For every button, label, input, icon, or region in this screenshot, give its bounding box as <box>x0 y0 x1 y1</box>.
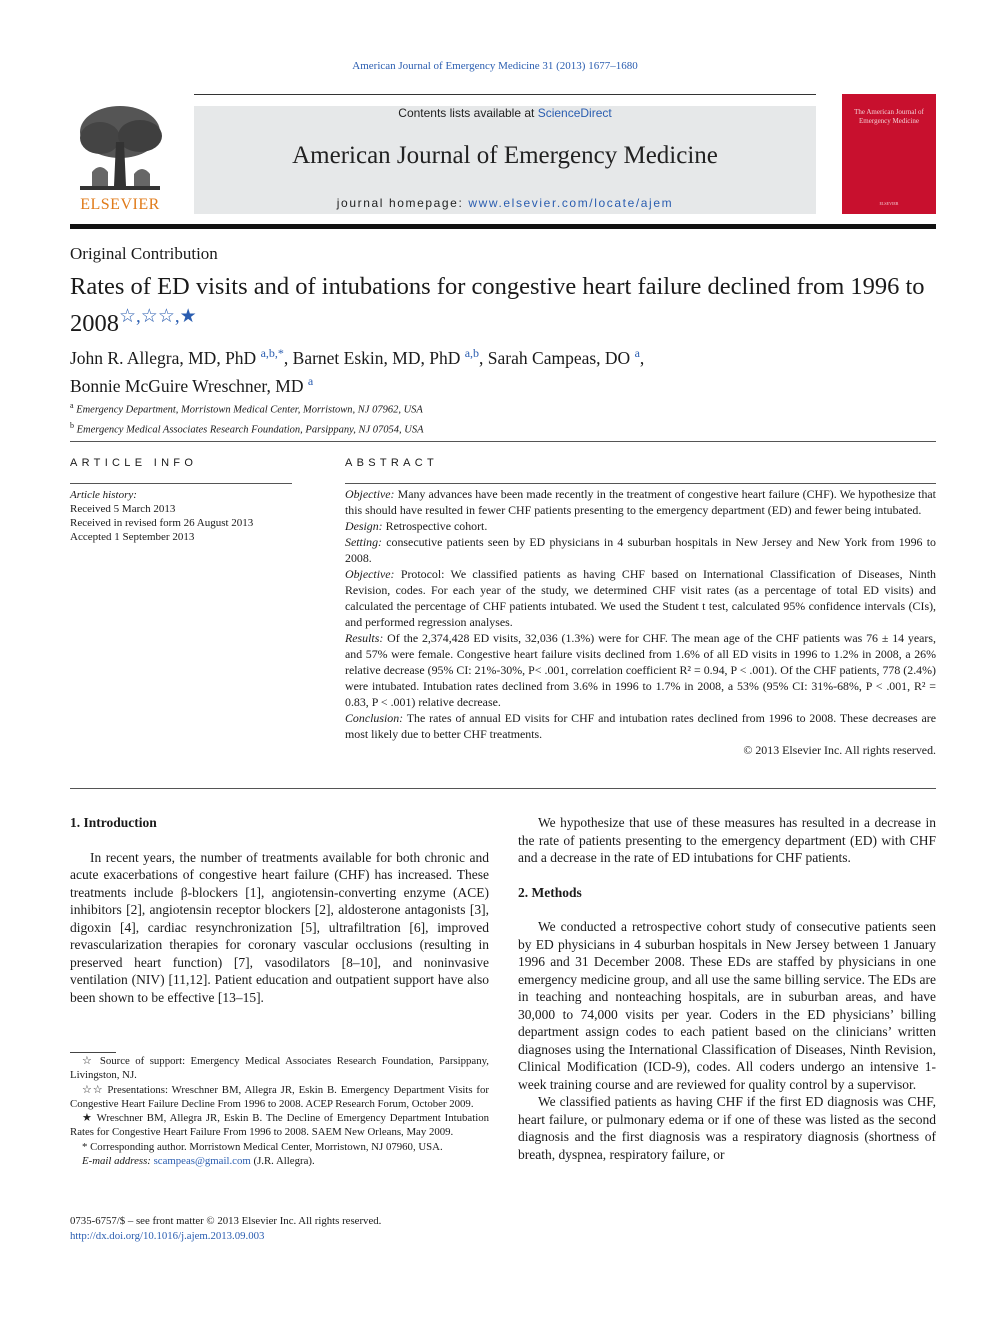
abstract-paragraph: Design: Retrospective cohort. <box>345 519 488 533</box>
abstract-paragraph: Results: Of the 2,374,428 ED visits, 32,036 (1.3%) were for CHF. The mean age of the CHF patients was 76 ± 14 years, and 57% were female. Congestive heart failure visits declined from 1.6% of all ED visits in 1996 to 1.2% in 2008, a 26% relative decrease (95% CI: 21%-30%, P< .001, correlation coefficient R² = 0.94, P < .001). Of the CHF patients, 778 (2.4%) were intubated. Intubation rates declined from 3.6% in 1996 to 1.7% in 2008, a 53% (95% CI: 31%-68%, P < .001, R² = 0.83, P < .001) relative decrease. <box>345 631 936 709</box>
email-link[interactable]: scampeas@gmail.com <box>153 1155 251 1168</box>
article-section: Original Contribution <box>70 244 218 263</box>
left-column <box>70 814 489 1006</box>
footnotes <box>70 1054 489 1168</box>
footnote: * Corresponding author. Morristown Medical Center, Morristown, NJ 07960, USA. <box>82 1140 443 1153</box>
hypothesis-paragraph: We hypothesize that use of these measures has resulted in a decrease in the rate of patients presenting to the emergency department (ED) with CHF and a decrease in the rate of ED intubations for CHF patients. <box>518 815 936 865</box>
publisher-name: ELSEVIER <box>80 196 160 213</box>
footnote: ☆ Source of support: Emergency Medical Associates Research Foundation, Parsippany, Livingston, NJ. <box>70 1055 490 1082</box>
elsevier-logo[interactable] <box>70 102 170 214</box>
affiliation: $^a$ Emergency Department, Morristown Medical Center, Morristown, NJ 07962, USA <box>70 401 423 416</box>
footnote-divider <box>70 1052 116 1053</box>
history-entry: Accepted 1 September 2013 <box>70 531 195 543</box>
divider <box>70 483 292 484</box>
issn-line: 0735-6757/$ – see front matter © 2013 Elsevier Inc. All rights reserved. <box>70 1215 382 1227</box>
journal-citation[interactable]: American Journal of Emergency Medicine 31 (2013) 1677–1680 <box>352 60 638 72</box>
methods-paragraph: We classified patients as having CHF if the first ED diagnosis was CHF, heart failure, or pulmonary edema or if one of these was listed as the second diagnosis and the first diagnosis was a respiratory diagnosis (shortness of breath, dyspnea, respiratory failure, or <box>518 1094 936 1162</box>
affiliations <box>70 398 424 437</box>
introduction-paragraph: In recent years, the number of treatments available for both chronic and acute exacerbations of congestive heart failure (CHF) has increased. These treatments include β-blockers [1], angiotensin-converting enzyme (ACE) inhibitors [2], angiotensin receptor blockers [2], aldosterone antagonists [3], digoxin [4], cardiac resynchronization [5], ultrafiltration [6], improved revascularization therapies for coronary vascular occlusions (resulting in preserved heart function) [7], vasodilators [8–10], and noninvasive ventilation (NIV) [11,12]. Patient education and outpatient support have also been shown to be effective [13–15]. <box>70 849 489 1005</box>
abstract-paragraph: Objective: Many advances have been made recently in the treatment of congestive heart failure (CHF). We hypothesize that this should have resulted in fewer CHF patients presenting to the emergency department (ED) and fewer being intubated. <box>345 487 936 517</box>
page-footer <box>70 1214 381 1243</box>
divider <box>70 788 936 789</box>
cover-title: The American Journal of Emergency Medicine <box>854 108 924 125</box>
header-divider <box>70 224 936 229</box>
title-footnote-marks[interactable]: ☆,☆☆,★ <box>119 306 197 327</box>
author: Barnet Eskin, MD, PhD $^{a,b}$, <box>292 346 488 368</box>
abstract-paragraph: Objective: Protocol: We classified patients as having CHF based on International Classification of Diseases, Ninth Revision, codes. For each year of the study, we determined CHF visit rates (as a percentage of total ED visits) and calculated the percentage of CHF patients intubated. We used the Student t test, calculated 95% confidence intervals (CIs), and performed regression analyses. <box>345 567 936 629</box>
footnote: ☆☆ Presentations: Wreschner BM, Allegra JR, Eskin B. Emergency Department Visits for Congestive Heart Failure Decline From 1996 to 2008. ACEP Research Forum, October 2009. <box>70 1083 490 1110</box>
introduction-heading: 1. Introduction <box>70 815 157 830</box>
article-history: Article history: Received 5 March 2013 Received in revised form 26 August 2013 Accepted 1 September 2013 <box>70 489 254 543</box>
journal-title: American Journal of Emergency Medicine <box>292 142 718 169</box>
author: John R. Allegra, MD, PhD $^{a,b,*}$, <box>70 346 293 368</box>
cover-publisher: ELSEVIER <box>879 201 899 206</box>
journal-homepage: journal homepage: www.elsevier.com/locate/ajem <box>336 196 674 210</box>
author-affiliation-marks[interactable]: a,b,* <box>260 346 284 360</box>
contents-line: Contents lists available at ScienceDirect <box>398 106 612 120</box>
methods-heading: 2. Methods <box>518 884 582 900</box>
author-affiliation-marks[interactable]: a,b <box>464 346 480 360</box>
copyright: © 2013 Elsevier Inc. All rights reserved. <box>743 743 936 757</box>
tree-logo-icon <box>70 102 170 194</box>
article-title: Rates of ED visits and of intubations for congestive heart failure declined from 1996 to 2008☆,☆☆,★ <box>70 273 925 337</box>
journal-banner <box>194 106 816 214</box>
abstract-paragraph: Setting: consecutive patients seen by ED physicians in 4 suburban hospitals in New Jersey and New York from 1996 to 2008. <box>345 535 937 565</box>
sciencedirect-link[interactable]: ScienceDirect <box>537 106 612 120</box>
abstract-paragraph: Conclusion: The rates of annual ED visits for CHF and intubation rates declined from 1996 to 2008. These decreases are most likely due to better CHF treatments. <box>345 711 936 741</box>
journal-cover-thumbnail[interactable] <box>842 94 936 214</box>
author: Sarah Campeas, DO $^a$, <box>487 346 645 368</box>
doi-link[interactable]: http://dx.doi.org/10.1016/j.ajem.2013.09.003 <box>70 1229 265 1242</box>
history-entry: Received in revised form 26 August 2013 <box>70 517 254 529</box>
article-info-heading: ARTICLE INFO <box>70 457 198 469</box>
author-affiliation-marks[interactable]: a <box>634 346 640 360</box>
affiliation: $^b$ Emergency Medical Associates Research Foundation, Parsippany, NJ 07054, USA <box>70 420 424 435</box>
divider <box>345 483 936 484</box>
methods-paragraph: We conducted a retrospective cohort study of consecutive patients seen by ED physicians in 4 suburban hospitals in New Jersey between 1 January 1996 and 31 December 2008. These EDs are staffed by physicians in one emergency medicine group, and all use the same billing service. The EDs are in teaching and nonteaching hospitals, are in suburban areas, and have 30,000 to 74,000 visits per year. Coders in the ED physicians’ billing department assign codes to each patient based on the clinicians’ written diagnoses using the International Classification of Diseases, Ninth Revision, Clinical Modification (ICD-9), codes. All coders undergo an intensive 1-week training course and are reviewed for quality control by a supervisor. <box>518 919 936 1092</box>
abstract-body <box>345 486 936 758</box>
email-footnote: E-mail address: scampeas@gmail.com (J.R. Allegra). <box>82 1155 315 1168</box>
author: Bonnie McGuire Wreschner, MD $^a$ <box>70 373 314 396</box>
footnote: ★ Wreschner BM, Allegra JR, Eskin B. The Decline of Emergency Department Intubation Rates for Congestive Heart Failure From 1996 to 2008. SAEM New Orleans, May 2009. <box>70 1112 489 1139</box>
history-entry: Received 5 March 2013 <box>70 503 176 515</box>
homepage-link[interactable]: www.elsevier.com/locate/ajem <box>468 196 674 210</box>
author-affiliation-marks[interactable]: a <box>307 373 314 388</box>
author-list <box>70 342 936 398</box>
abstract-heading: ABSTRACT <box>345 457 439 469</box>
masthead <box>70 94 936 214</box>
divider <box>70 441 936 442</box>
right-column <box>518 814 936 1163</box>
